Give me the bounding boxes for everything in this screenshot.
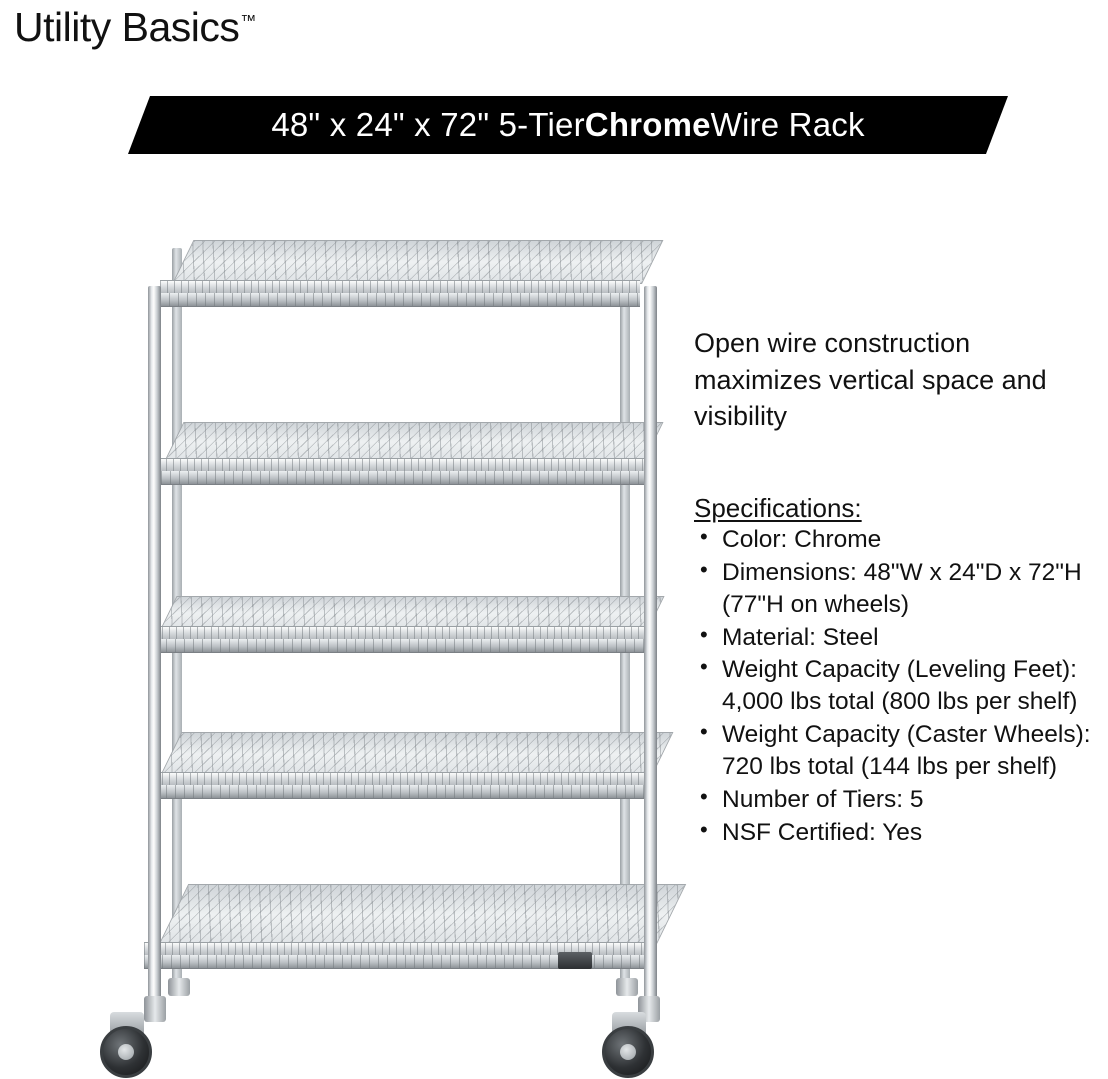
list-item: • NSF Certified: Yes [722, 817, 1108, 849]
banner-suffix: Wire Rack [710, 106, 865, 143]
feature-headline: Open wire construction maximizes vertical space and visibility [694, 328, 1047, 432]
list-item: • Material: Steel [722, 622, 1108, 654]
list-item: • Number of Tiers: 5 [722, 784, 1108, 816]
front-right-post [644, 286, 657, 998]
shelf-front-edge [152, 471, 644, 485]
shelf-front-edge [148, 785, 652, 799]
caster-wheel-front-left [100, 1026, 152, 1078]
caster-stem-rear-left [168, 978, 190, 996]
shelf-tier-1 [160, 280, 640, 306]
caster-wheel-front-right [602, 1026, 654, 1078]
brand-wordmark [14, 4, 256, 51]
product-title-banner [128, 96, 1008, 154]
shelf-mesh-surface [160, 732, 673, 776]
shelf-mesh-surface [172, 240, 663, 284]
specifications-heading: Specifications: [694, 493, 862, 523]
product-label-tag [558, 952, 592, 969]
caster-stem-rear-right [616, 978, 638, 996]
banner-prefix: 48" x 24" x 72" 5-Tier [271, 106, 585, 143]
shelf-front-edge [160, 293, 640, 307]
shelf-tier-2 [152, 458, 644, 484]
brand-name: Utility Basics [14, 4, 240, 50]
banner-emphasis: Chrome [584, 106, 711, 143]
shelf-mesh-surface [164, 422, 664, 462]
shelf-tier-3 [148, 626, 648, 652]
shelf-mesh-surface [158, 884, 686, 946]
shelf-tier-4 [148, 772, 652, 798]
banner-text [128, 96, 1008, 154]
product-image [60, 230, 690, 1070]
shelf-front-edge [148, 639, 648, 653]
specifications-list [694, 524, 1108, 849]
list-item: • Weight Capacity (Leveling Feet): 4,000 lbs total (800 lbs per shelf) [722, 654, 1108, 718]
list-item: • Dimensions: 48"W x 24"D x 72"H (77"H on wheels) [722, 557, 1108, 621]
shelf-mesh-surface [160, 596, 665, 630]
trademark-symbol: ™ [240, 13, 256, 31]
list-item: • Weight Capacity (Caster Wheels): 720 lbs total (144 lbs per shelf) [722, 719, 1108, 783]
caster-stem-front-left [144, 996, 166, 1022]
list-item: • Color: Chrome [722, 524, 1108, 556]
front-left-post [148, 286, 161, 998]
